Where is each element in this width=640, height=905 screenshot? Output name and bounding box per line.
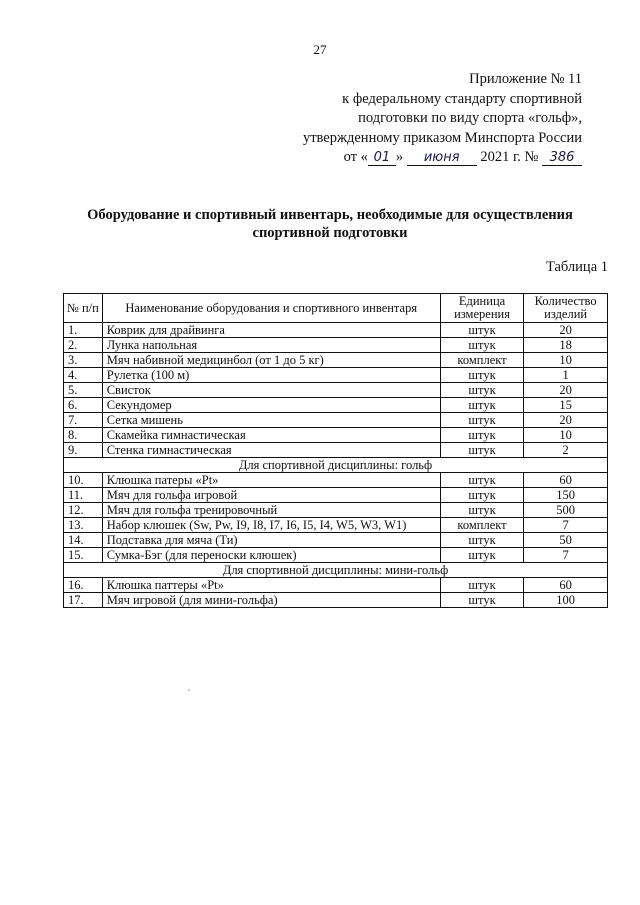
row-number: 5. [64, 383, 103, 398]
item-unit: штук [440, 443, 524, 458]
appendix-date-line [262, 148, 582, 168]
item-unit: штук [440, 488, 524, 503]
row-number: 16. [64, 578, 103, 593]
table-row [64, 548, 608, 563]
row-number: 13. [64, 518, 103, 533]
row-number: 15. [64, 548, 103, 563]
item-name: Мяч для гольфа игровой [102, 488, 440, 503]
item-name: Подставка для мяча (Ти) [102, 533, 440, 548]
table-row [64, 428, 608, 443]
table-row [64, 533, 608, 548]
item-name: Клюшка паттеры «Pt» [102, 578, 440, 593]
table-row [64, 323, 608, 338]
item-unit: штук [440, 428, 524, 443]
handwritten-day: 01 [368, 151, 396, 166]
item-name: Секундомер [102, 398, 440, 413]
item-name: Свисток [102, 383, 440, 398]
section-row-minigolf-label: Для спортивной дисциплины: мини-гольф [64, 563, 608, 578]
item-quantity: 1 [524, 368, 608, 383]
row-number: 10. [64, 473, 103, 488]
header-name: Наименование оборудования и спортивного инвентаря [102, 294, 440, 323]
item-unit: штук [440, 323, 524, 338]
item-name: Сетка мишень [102, 413, 440, 428]
row-number: 9. [64, 443, 103, 458]
item-quantity: 100 [524, 593, 608, 608]
table-row [64, 383, 608, 398]
item-name: Мяч игровой (для мини-гольфа) [102, 593, 440, 608]
table-row [64, 578, 608, 593]
date-prefix: от « [343, 149, 368, 165]
row-number: 3. [64, 353, 103, 368]
item-quantity: 10 [524, 428, 608, 443]
table-row [64, 368, 608, 383]
item-name: Набор клюшек (Sw, Pw, I9, I8, I7, I6, I5, I4, W5, W3, W1) [102, 518, 440, 533]
item-name: Клюшка патеры «Pt» [102, 473, 440, 488]
row-number: 1. [64, 323, 103, 338]
row-number: 14. [64, 533, 103, 548]
table-row [64, 503, 608, 518]
document-heading [60, 206, 600, 242]
item-quantity: 20 [524, 413, 608, 428]
row-number: 12. [64, 503, 103, 518]
item-unit: штук [440, 383, 524, 398]
header-qty: Количество изделий [524, 294, 608, 323]
item-unit: штук [440, 398, 524, 413]
section-row-golf-label: Для спортивной дисциплины: гольф [64, 458, 608, 473]
item-unit: штук [440, 413, 524, 428]
handwritten-order-number: 386 [542, 151, 582, 166]
table-caption: Таблица 1 [545, 259, 608, 275]
date-day-suffix: » [395, 149, 404, 165]
item-unit: штук [440, 338, 524, 353]
item-unit: штук [440, 503, 524, 518]
item-name: Стенка гимнастическая [102, 443, 440, 458]
appendix-line-1: Приложение № 11 [469, 71, 582, 87]
item-quantity: 60 [524, 578, 608, 593]
table-row [64, 353, 608, 368]
table-row [64, 413, 608, 428]
item-name: Рулетка (100 м) [102, 368, 440, 383]
table-header-row [64, 294, 608, 323]
appendix-line-3: подготовки по виду спорта «гольф», [358, 110, 582, 126]
row-number: 6. [64, 398, 103, 413]
item-unit: комплект [440, 518, 524, 533]
table-row [64, 518, 608, 533]
row-number: 2. [64, 338, 103, 353]
table-row [64, 473, 608, 488]
appendix-line-2: к федеральному стандарту спортивной [342, 90, 582, 107]
appendix-block [262, 70, 582, 168]
section-row-golf [64, 458, 608, 473]
item-unit: штук [440, 368, 524, 383]
item-name: Коврик для драйвинга [102, 323, 440, 338]
table-row [64, 398, 608, 413]
row-number: 8. [64, 428, 103, 443]
item-name: Мяч набивной медицинбол (от 1 до 5 кг) [102, 353, 440, 368]
appendix-line-4: утвержденному приказом Минспорта России [302, 129, 582, 146]
handwritten-month: июня [407, 151, 477, 166]
item-quantity: 10 [524, 353, 608, 368]
item-quantity: 20 [524, 383, 608, 398]
item-unit: штук [440, 548, 524, 563]
item-unit: комплект [440, 353, 524, 368]
item-name: Сумка-Бэг (для переноски клюшек) [102, 548, 440, 563]
table-row [64, 338, 608, 353]
item-unit: штук [440, 593, 524, 608]
equipment-table [63, 293, 608, 608]
item-unit: штук [440, 533, 524, 548]
item-quantity: 50 [524, 533, 608, 548]
table-row [64, 488, 608, 503]
item-quantity: 500 [524, 503, 608, 518]
item-name: Скамейка гимнастическая [102, 428, 440, 443]
item-unit: штук [440, 578, 524, 593]
row-number: 4. [64, 368, 103, 383]
item-name: Лунка напольная [102, 338, 440, 353]
page-number: 27 [313, 42, 327, 57]
scan-speck [188, 689, 190, 691]
section-row-minigolf [64, 563, 608, 578]
item-quantity: 15 [524, 398, 608, 413]
header-unit: Единица измерения [440, 294, 524, 323]
item-quantity: 2 [524, 443, 608, 458]
date-year: 2021 г. № [480, 149, 539, 165]
item-unit: штук [440, 473, 524, 488]
item-quantity: 150 [524, 488, 608, 503]
item-quantity: 18 [524, 338, 608, 353]
row-number: 17. [64, 593, 103, 608]
heading-line-1: Оборудование и спортивный инвентарь, необходимые для осуществления [87, 207, 573, 223]
item-name: Мяч для гольфа тренировочный [102, 503, 440, 518]
item-quantity: 7 [524, 518, 608, 533]
heading-line-2: спортивной подготовки [252, 225, 408, 241]
row-number: 7. [64, 413, 103, 428]
row-number: 11. [64, 488, 103, 503]
header-num: № п/п [64, 294, 103, 323]
item-quantity: 7 [524, 548, 608, 563]
item-quantity: 20 [524, 323, 608, 338]
table-row [64, 593, 608, 608]
item-quantity: 60 [524, 473, 608, 488]
table-body [64, 323, 608, 608]
table-row [64, 443, 608, 458]
